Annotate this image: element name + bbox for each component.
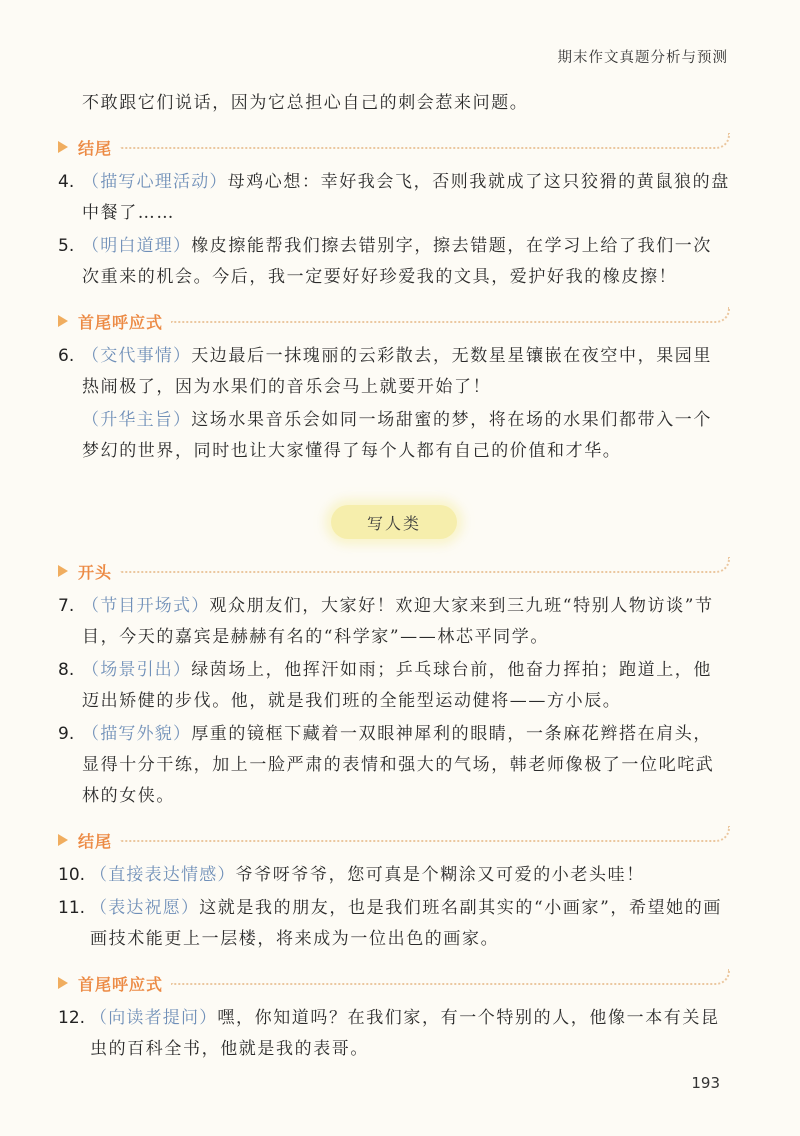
item-number: 11. — [58, 898, 86, 918]
triangle-bullet-icon — [58, 141, 68, 153]
item-text: 橡皮擦能帮我们擦去错别字，擦去错题，在学习上给了我们一次次重来的机会。今后，我一定要好好珍爱我的文具，爱护好我的橡皮擦！ — [82, 236, 713, 287]
category-label: 写人类 — [331, 505, 457, 539]
page-content — [58, 88, 730, 1067]
item-number: 8. — [58, 660, 75, 680]
dotted-divider — [120, 557, 730, 573]
triangle-bullet-icon — [58, 977, 68, 989]
item-tag: （向读者提问） — [90, 1008, 218, 1028]
item-text: 天边最后一抹瑰丽的云彩散去，无数星星镶嵌在夜空中，果园里热闹极了，因为水果们的音乐会马上就要开始了！ — [82, 346, 713, 397]
dotted-divider — [120, 826, 730, 842]
item-text: 这场水果音乐会如同一场甜蜜的梦，将在场的水果们都带入一个梦幻的世界，同时也让大家懂得了每个人都有自己的价值和才华。 — [82, 410, 713, 461]
list-item — [58, 893, 730, 955]
list-item — [58, 860, 730, 891]
list-item — [58, 167, 730, 229]
dotted-divider — [171, 969, 730, 985]
list-item — [58, 655, 730, 717]
dotted-divider — [120, 133, 730, 149]
item-number: 5. — [58, 236, 75, 256]
section-echo-b — [58, 969, 730, 997]
item-number: 7. — [58, 596, 75, 616]
list-item — [58, 231, 730, 293]
item-tag: （表达祝愿） — [90, 898, 200, 918]
item-text: 绿茵场上，他挥汗如雨；乒乓球台前，他奋力挥拍；跑道上，他迈出矫健的步伐。他，就是我们班的全能型运动健将——方小辰。 — [82, 660, 713, 711]
item-number: 4. — [58, 172, 75, 192]
item-tag: （描写心理活动） — [82, 172, 228, 192]
item-text: 嘿，你知道吗？在我们家，有一个特别的人，他像一本有关昆虫的百科全书，他就是我的表哥。 — [90, 1008, 720, 1059]
item-text: 观众朋友们，大家好！欢迎大家来到三九班“特别人物访谈”节目，今天的嘉宾是赫赫有名的“科学家”——林芯平同学。 — [82, 596, 714, 647]
item-tag: （升华主旨） — [82, 410, 192, 430]
list-item-continuation — [58, 405, 730, 467]
section-title: 首尾呼应式 — [78, 974, 164, 994]
triangle-bullet-icon — [58, 315, 68, 327]
list-item — [58, 341, 730, 403]
section-opening-b — [58, 557, 730, 585]
triangle-bullet-icon — [58, 565, 68, 577]
section-title: 结尾 — [78, 831, 113, 851]
section-title: 开头 — [78, 562, 113, 582]
item-number: 9. — [58, 724, 75, 744]
intro-line: 不敢跟它们说话，因为它总担心自己的刺会惹来问题。 — [82, 93, 529, 113]
item-number: 6. — [58, 346, 75, 366]
page-number: 193 — [691, 1074, 720, 1092]
item-tag: （直接表达情感） — [90, 865, 236, 885]
section-echo-a — [58, 307, 730, 335]
item-text: 这就是我的朋友，也是我们班名副其实的“小画家”，希望她的画画技术能更上一层楼，将来成为一位出色的画家。 — [90, 898, 722, 949]
item-text: 母鸡心想：幸好我会飞，否则我就成了这只狡猾的黄鼠狼的盘中餐了…… — [82, 172, 730, 223]
list-item — [58, 719, 730, 812]
dotted-divider — [171, 307, 730, 323]
item-text: 爷爷呀爷爷，您可真是个糊涂又可爱的小老头哇！ — [235, 865, 645, 885]
item-number: 12. — [58, 1008, 86, 1028]
section-title: 结尾 — [78, 138, 113, 158]
section-title: 首尾呼应式 — [78, 312, 164, 332]
section-ending-a — [58, 133, 730, 161]
item-tag: （交代事情） — [82, 346, 192, 366]
item-tag: （明白道理） — [82, 236, 192, 256]
item-tag: （节目开场式） — [82, 596, 210, 616]
running-head: 期末作文真题分析与预测 — [557, 50, 728, 66]
list-item — [58, 1003, 730, 1065]
item-tag: （描写外貌） — [82, 724, 192, 744]
item-text: 厚重的镜框下藏着一双眼神犀利的眼睛，一条麻花辫搭在肩头，显得十分干练，加上一脸严肃的表情和强大的气场，韩老师像极了一位叱咤武林的女侠。 — [82, 724, 715, 806]
section-ending-b — [58, 826, 730, 854]
list-item — [58, 591, 730, 653]
item-tag: （场景引出） — [82, 660, 192, 680]
triangle-bullet-icon — [58, 834, 68, 846]
item-number: 10. — [58, 865, 86, 885]
